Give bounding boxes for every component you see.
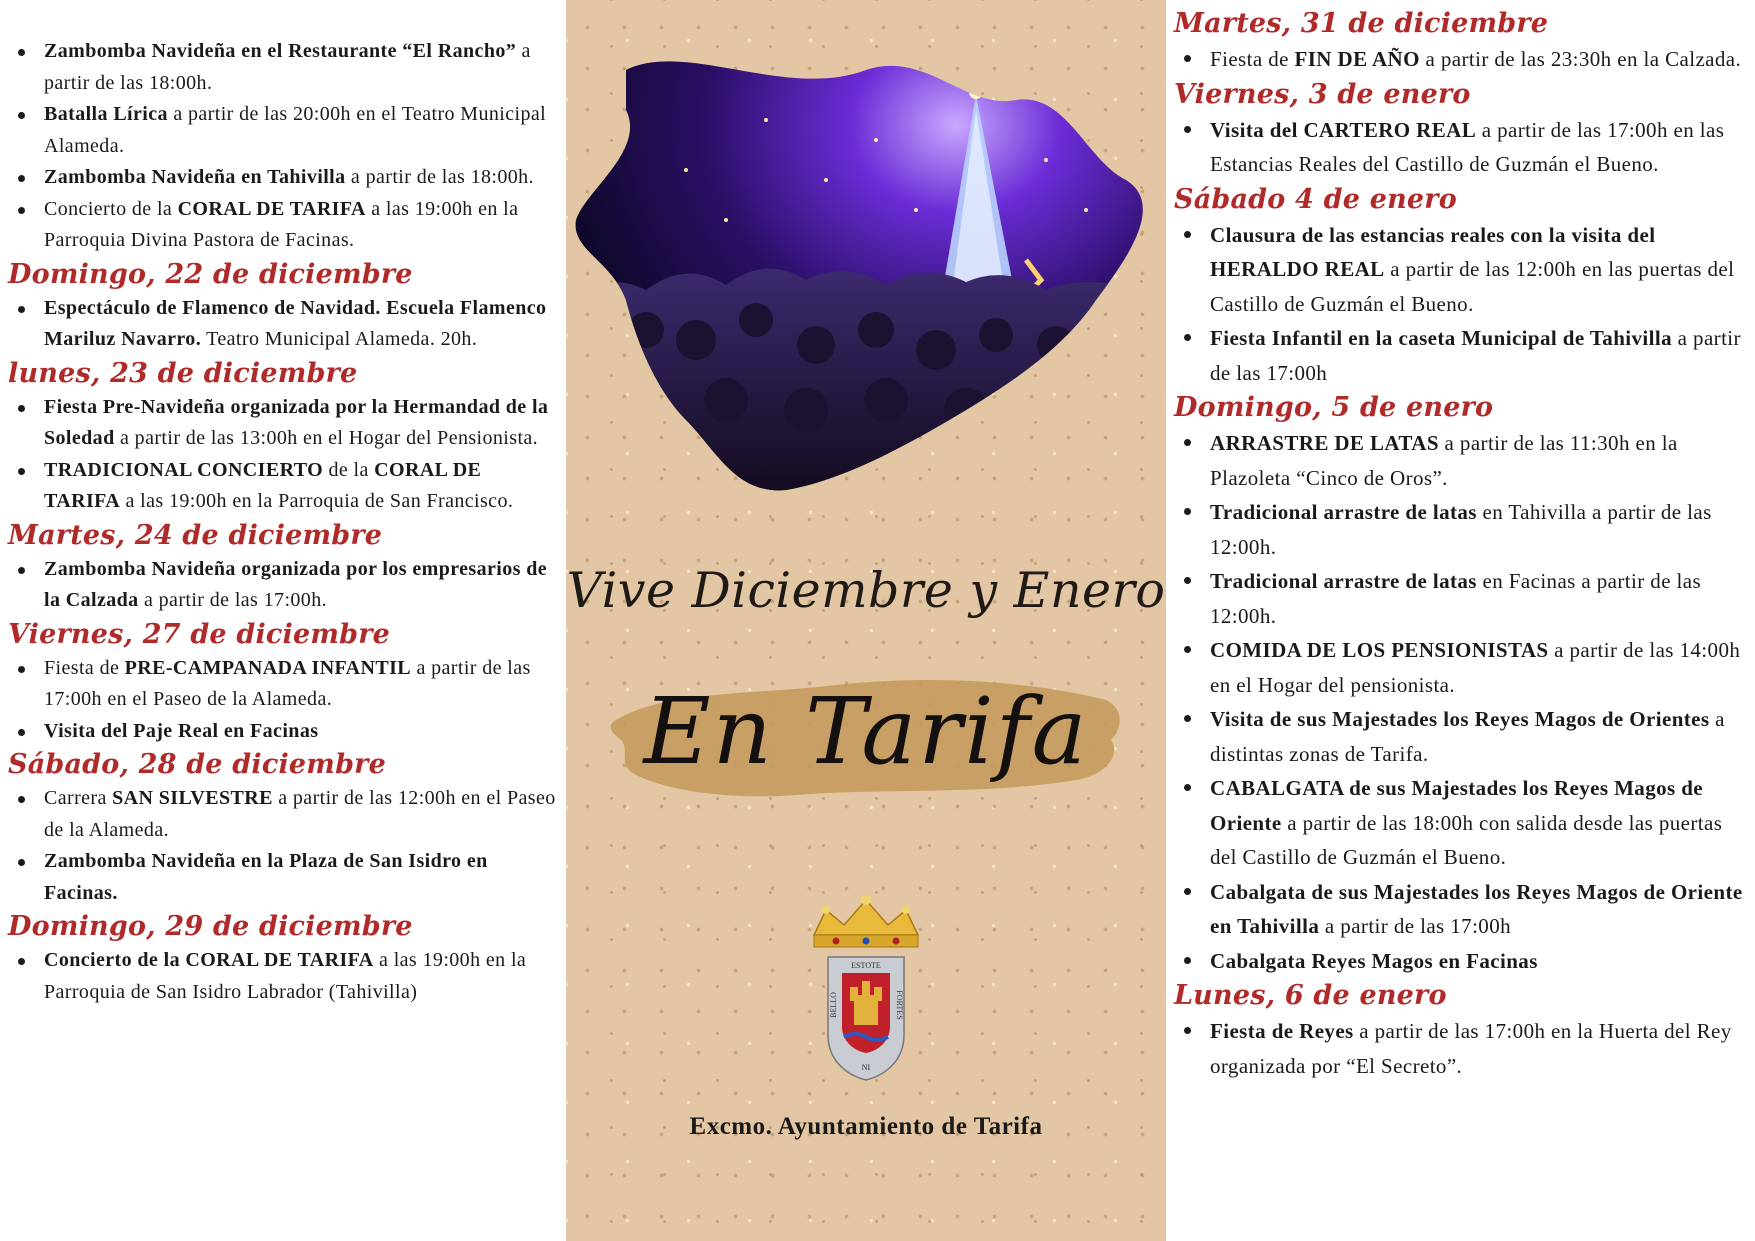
event-name-2: CORAL DE TARIFA xyxy=(44,458,482,512)
event-details: a partir de las 11:30h en la Plazoleta “Cinco de Oros”. xyxy=(1210,431,1678,490)
event-item xyxy=(8,846,562,909)
event-name: Fiesta Pre-Navideña organizada por la Hermandad de la Soledad xyxy=(44,395,549,449)
event-text-prefix: Fiesta de xyxy=(44,656,125,679)
event-details: a las 19:00h en la Parroquia de San Isidro Labrador (Tahivilla) xyxy=(44,949,527,1003)
event-details: a partir de las 17:00h xyxy=(1210,326,1741,385)
crest-motto-right: FORTES xyxy=(895,990,904,1020)
event-details: a partir de las 17:00h en la Huerta del Rey organizada por “El Secreto”. xyxy=(1210,1019,1732,1078)
event-item xyxy=(1174,564,1747,633)
event-item xyxy=(1174,321,1747,390)
event-item xyxy=(1174,113,1747,182)
event-details: a las 19:00h en la Parroquia de San Francisco. xyxy=(120,490,514,512)
event-name: Clausura de las estancias reales con la visita del HERALDO REAL xyxy=(1210,222,1656,281)
crest-motto-bottom: NI xyxy=(861,1063,871,1072)
title-en-tarifa: En Tarifa xyxy=(643,678,1089,785)
event-item xyxy=(8,36,562,99)
crest-motto-left: BELLO xyxy=(829,992,838,1018)
event-item xyxy=(8,99,562,162)
event-name: Zambomba Navideña en Tahivilla xyxy=(44,166,346,188)
event-item xyxy=(1174,42,1747,77)
event-text-prefix: Fiesta de xyxy=(1210,47,1295,71)
event-details: a partir de las 12:00h en las puertas del Castillo de Guzmán el Bueno. xyxy=(1210,257,1735,316)
day-heading: Domingo, 29 de diciembre xyxy=(8,911,413,942)
footer-ayuntamiento: Excmo. Ayuntamiento de Tarifa xyxy=(689,1113,1043,1140)
day-heading: Viernes, 3 de enero xyxy=(1174,78,1471,110)
event-details: a partir de las 17:00h xyxy=(1319,914,1512,938)
event-list xyxy=(8,293,562,356)
title-vive: Vive Diciembre y Enero xyxy=(566,562,1166,619)
event-name: FIN DE AÑO xyxy=(1294,47,1420,71)
event-name: CABALGATA de sus Majestades los Reyes Magos de Oriente xyxy=(1210,776,1704,835)
event-item xyxy=(8,194,562,257)
event-list xyxy=(1174,113,1747,182)
event-name: Espectáculo de Flamenco de Navidad. Escuela Flamenco Mariluz Navarro. xyxy=(44,296,547,350)
left-days xyxy=(8,257,562,1009)
event-item xyxy=(8,162,562,194)
crest-motto-top: ESTOTE xyxy=(851,961,881,970)
event-name: Cabalgata de sus Majestades los Reyes Magos de Oriente en Tahivilla xyxy=(1210,879,1743,938)
event-item xyxy=(8,554,562,617)
event-details: a partir de las 17:00h en el Paseo de la Alameda. xyxy=(44,656,531,710)
event-details: a las 19:00h en la Parroquia Divina Pastora de Facinas. xyxy=(44,197,519,251)
event-item xyxy=(8,392,562,455)
event-details: a distintas zonas de Tarifa. xyxy=(1210,707,1725,766)
event-details: a partir de las 18:00h con salida desde las puertas del Castillo de Guzmán el Bueno. xyxy=(1210,810,1723,869)
event-list xyxy=(8,554,562,617)
event-item xyxy=(1174,771,1747,875)
event-details: a partir de las 17:00h en las Estancias Reales del Castillo de Guzmán el Bueno. xyxy=(1210,117,1725,176)
left-column xyxy=(0,0,570,1241)
event-details: a partir de las 14:00h en el Hogar del pensionista. xyxy=(1210,638,1741,697)
event-text-prefix: Concierto de la xyxy=(44,197,178,220)
event-name: Fiesta Infantil en la caseta Municipal de Tahivilla xyxy=(1210,326,1673,350)
event-name: SAN SILVESTRE xyxy=(112,787,273,809)
event-item xyxy=(8,783,562,846)
event-name: Tradicional arrastre de latas xyxy=(1210,500,1477,524)
day-heading: lunes, 23 de diciembre xyxy=(8,357,358,389)
event-item xyxy=(1174,633,1747,702)
event-details: a partir de las 17:00h. xyxy=(138,589,328,611)
event-name: Visita del Paje Real en Facinas xyxy=(44,719,319,742)
right-column xyxy=(1170,0,1755,1241)
event-name: ARRASTRE DE LATAS xyxy=(1210,431,1439,455)
event-name: COMIDA DE LOS PENSIONISTAS xyxy=(1210,638,1549,662)
event-details: a partir de las 18:00h. xyxy=(345,166,534,188)
day-heading: Sábado 4 de enero xyxy=(1174,183,1457,215)
event-name: CORAL DE TARIFA xyxy=(177,197,366,220)
intro-list xyxy=(8,36,562,257)
event-details: a partir de las 23:30h en la Calzada. xyxy=(1419,47,1742,71)
event-name: Concierto de la CORAL DE TARIFA xyxy=(44,949,374,971)
event-item xyxy=(1174,495,1747,564)
event-item xyxy=(1174,702,1747,771)
event-details: a partir de las 18:00h. xyxy=(44,40,531,94)
event-list xyxy=(1174,42,1747,77)
event-item xyxy=(1174,218,1747,322)
event-name: Visita del CARTERO REAL xyxy=(1210,117,1477,142)
day-heading: Sábado, 28 de diciembre xyxy=(8,749,386,780)
event-text-mid: de la xyxy=(323,458,375,481)
event-item xyxy=(1174,1014,1747,1083)
day-heading: Domingo, 22 de diciembre xyxy=(8,258,413,290)
event-name: Zambomba Navideña organizada por los empresarios de la Calzada xyxy=(44,557,548,611)
event-list xyxy=(1174,426,1747,978)
event-list xyxy=(8,783,562,909)
day-heading: Viernes, 27 de diciembre xyxy=(8,618,391,650)
event-item xyxy=(8,455,562,518)
right-days xyxy=(1174,6,1747,1083)
event-details: a partir de las 12:00h en el Paseo de la Alameda. xyxy=(44,787,556,841)
event-name: PRE-CAMPANADA INFANTIL xyxy=(124,656,412,679)
event-item xyxy=(8,653,562,716)
event-name: Visita de sus Majestades los Reyes Magos de Orientes xyxy=(1210,707,1710,731)
event-item xyxy=(8,293,562,356)
event-name: TRADICIONAL CONCIERTO xyxy=(44,458,324,481)
center-panel xyxy=(566,0,1166,1241)
event-name: Tradicional arrastre de latas xyxy=(1210,569,1477,593)
event-list xyxy=(1174,218,1747,391)
tarifa-coat-of-arms xyxy=(806,895,926,1085)
event-item xyxy=(1174,944,1747,979)
event-name: Zambomba Navideña en la Plaza de San Isidro en Facinas. xyxy=(44,850,488,904)
day-heading: Domingo, 5 de enero xyxy=(1174,392,1494,423)
event-name: Batalla Lírica xyxy=(44,103,168,125)
event-name: Zambomba Navideña en el Restaurante “El Rancho” xyxy=(44,40,517,62)
event-details: a partir de las 20:00h en el Teatro Municipal Alameda. xyxy=(44,103,547,157)
event-list xyxy=(8,653,562,748)
christmas-tree-photo xyxy=(566,0,1166,500)
day-heading: Lunes, 6 de enero xyxy=(1174,980,1447,1011)
event-details: Teatro Municipal Alameda. 20h. xyxy=(201,328,478,350)
event-details: en Tahivilla a partir de las 12:00h. xyxy=(1210,500,1712,559)
event-item xyxy=(8,716,562,748)
day-heading: Martes, 31 de diciembre xyxy=(1174,8,1549,39)
event-list xyxy=(1174,1014,1747,1083)
event-list xyxy=(8,945,562,1008)
event-item xyxy=(8,945,562,1008)
event-text-prefix: Carrera xyxy=(44,787,113,809)
event-item xyxy=(1174,875,1747,944)
day-heading: Martes, 24 de diciembre xyxy=(8,519,383,551)
event-item xyxy=(1174,426,1747,495)
event-name: Cabalgata Reyes Magos en Facinas xyxy=(1210,948,1538,973)
event-list xyxy=(8,392,562,518)
event-details: en Facinas a partir de las 12:00h. xyxy=(1210,569,1702,628)
event-details: a partir de las 13:00h en el Hogar del Pensionista. xyxy=(114,427,539,449)
event-name: Fiesta de Reyes xyxy=(1210,1019,1354,1043)
